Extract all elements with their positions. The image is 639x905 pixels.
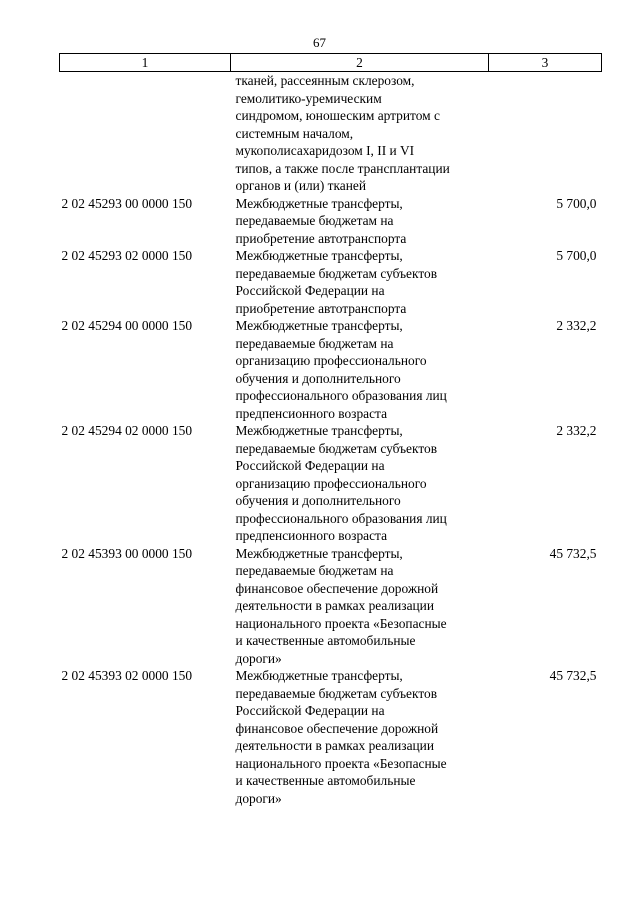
description-line: гемолитико-уремическим bbox=[235, 90, 382, 106]
description-line: мукополисахаридозом I, II и VI bbox=[235, 143, 415, 158]
description-line: организацию профессионального bbox=[235, 475, 427, 491]
budget-code-cell: 2 02 45393 00 0000 150 bbox=[61, 545, 193, 561]
description-line: и качественные автомобильные bbox=[235, 773, 416, 788]
description-line: Межбюджетные трансферты, bbox=[235, 318, 403, 333]
table-row bbox=[60, 247, 602, 317]
description-line: профессионального образования лиц bbox=[235, 388, 447, 403]
amount-cell bbox=[489, 72, 602, 195]
description-line: национального проекта «Безопасные bbox=[235, 615, 447, 631]
description-line: профессионального образования лиц bbox=[235, 510, 447, 526]
description-cell bbox=[231, 545, 489, 668]
description-line: типов, а также после трансплантации bbox=[235, 160, 450, 176]
description-line: органов и (или) тканей bbox=[235, 178, 367, 193]
description-line: синдромом, юношеским артритом с bbox=[235, 108, 440, 123]
description-line: Межбюджетные трансферты, bbox=[235, 668, 403, 683]
description-line: приобретение автотранспорта bbox=[235, 300, 407, 316]
description-line: обучения и дополнительного bbox=[235, 493, 401, 508]
table-row bbox=[60, 195, 602, 248]
amount-cell: 45 732,5 bbox=[549, 668, 597, 683]
amount-cell: 2 332,2 bbox=[556, 423, 597, 438]
description-line: тканей, рассеянным склерозом, bbox=[235, 73, 415, 88]
column-header-1: 1 bbox=[60, 54, 231, 72]
description-line: национального проекта «Безопасные bbox=[235, 755, 447, 771]
description-cell bbox=[231, 422, 489, 545]
amount-cell: 5 700,0 bbox=[556, 248, 597, 263]
description-cell bbox=[231, 72, 489, 195]
budget-code-cell: 2 02 45294 02 0000 150 bbox=[61, 423, 193, 438]
description-line: обучения и дополнительного bbox=[235, 370, 401, 386]
description-line: передаваемые бюджетам субъектов bbox=[235, 265, 438, 281]
description-line: передаваемые бюджетам на bbox=[235, 335, 394, 351]
table-row bbox=[60, 317, 602, 422]
column-header-3: 3 bbox=[489, 54, 602, 72]
description-line: деятельности в рамках реализации bbox=[235, 738, 435, 753]
description-cell bbox=[231, 667, 489, 807]
description-line: предпенсионного возраста bbox=[235, 405, 388, 421]
budget-code-cell: 2 02 45294 00 0000 150 bbox=[61, 318, 193, 333]
table-row bbox=[60, 667, 602, 807]
description-line: Российской Федерации на bbox=[235, 283, 385, 298]
description-line: предпенсионного возраста bbox=[235, 528, 388, 543]
budget-code-cell: 2 02 45393 02 0000 150 bbox=[61, 668, 193, 683]
table-row bbox=[60, 72, 602, 195]
description-cell bbox=[231, 317, 489, 422]
table-body bbox=[60, 72, 602, 808]
description-line: передаваемые бюджетам субъектов bbox=[235, 440, 438, 456]
description-line: организацию профессионального bbox=[235, 353, 427, 368]
description-line: Межбюджетные трансферты, bbox=[235, 423, 403, 438]
description-line: приобретение автотранспорта bbox=[235, 230, 407, 246]
description-cell bbox=[231, 195, 489, 248]
description-line: дороги» bbox=[235, 650, 282, 666]
budget-code-cell: 2 02 45293 00 0000 150 bbox=[61, 195, 193, 211]
description-line: передаваемые бюджетам субъектов bbox=[235, 685, 438, 701]
description-line: Межбюджетные трансферты, bbox=[235, 545, 403, 561]
table-header-row bbox=[60, 54, 602, 72]
description-line: Российской Федерации на bbox=[235, 458, 385, 473]
budget-code-cell: 2 02 45293 02 0000 150 bbox=[61, 248, 193, 263]
amount-cell: 5 700,0 bbox=[556, 195, 597, 211]
description-cell bbox=[231, 247, 489, 317]
description-line: Межбюджетные трансферты, bbox=[235, 195, 403, 211]
amount-cell: 2 332,2 bbox=[556, 318, 597, 333]
budget-table bbox=[59, 53, 602, 807]
description-line: деятельности в рамках реализации bbox=[235, 598, 435, 613]
page-number: 67 bbox=[313, 35, 326, 50]
description-line: Российской Федерации на bbox=[235, 703, 385, 718]
description-line: дороги» bbox=[235, 790, 282, 806]
table-row bbox=[60, 422, 602, 545]
description-line: системным началом, bbox=[235, 125, 354, 141]
column-header-2: 2 bbox=[231, 54, 489, 72]
budget-code-cell bbox=[60, 72, 231, 195]
description-line: финансовое обеспечение дорожной bbox=[235, 720, 439, 736]
amount-cell: 45 732,5 bbox=[549, 545, 597, 561]
description-line: передаваемые бюджетам на bbox=[235, 213, 394, 228]
description-line: финансовое обеспечение дорожной bbox=[235, 580, 439, 596]
description-line: Межбюджетные трансферты, bbox=[235, 248, 403, 263]
description-line: передаваемые бюджетам на bbox=[235, 563, 394, 578]
description-line: и качественные автомобильные bbox=[235, 633, 416, 648]
table-row bbox=[60, 545, 602, 668]
